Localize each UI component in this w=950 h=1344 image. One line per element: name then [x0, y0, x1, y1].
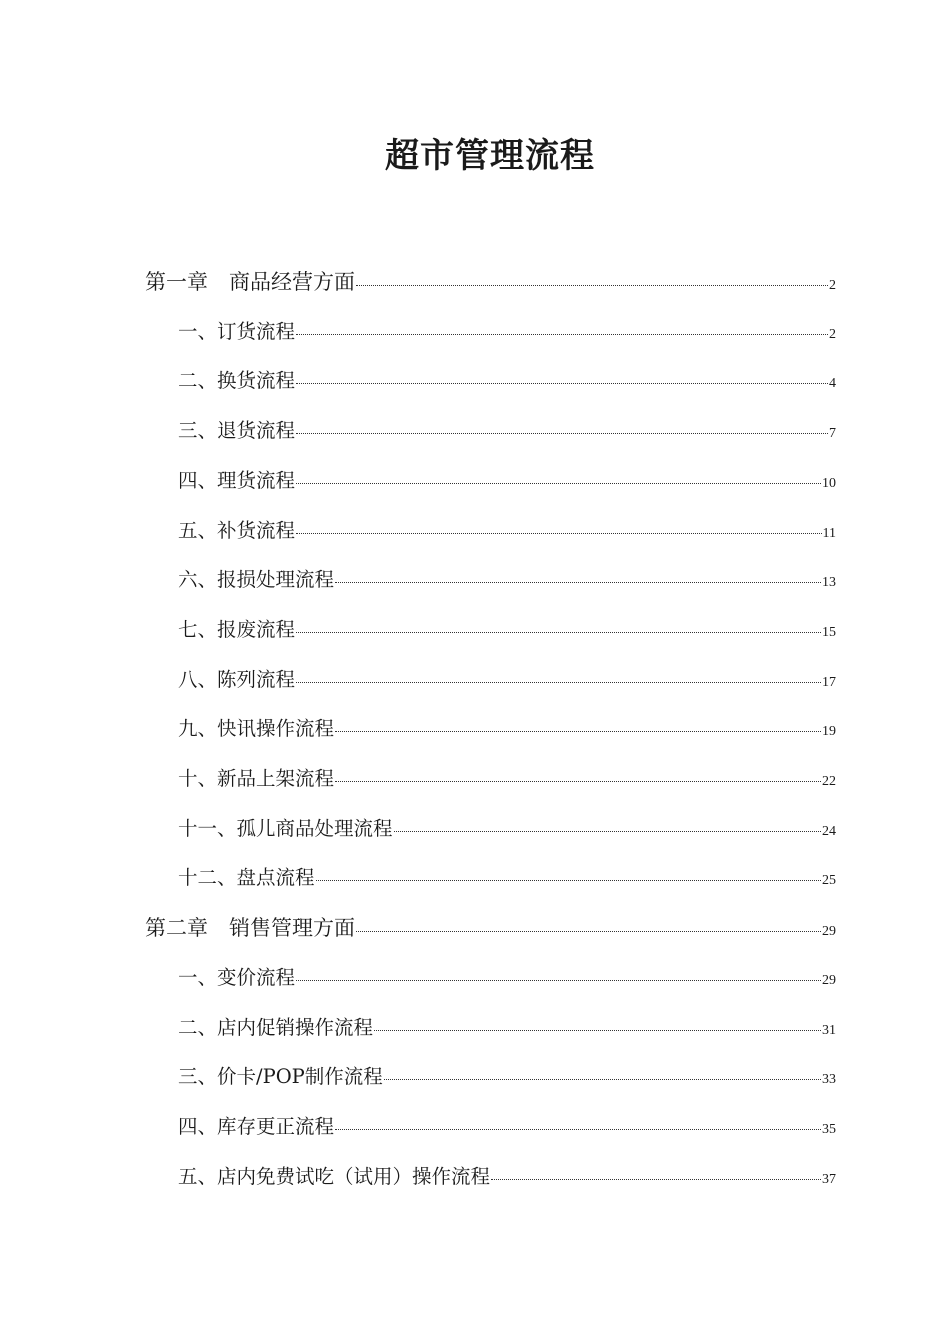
toc-dot-leader: [394, 831, 821, 832]
toc-page-number: 29: [822, 924, 836, 940]
toc-section-entry[interactable]: [178, 1111, 836, 1143]
toc-section-entry[interactable]: [178, 1061, 836, 1093]
toc-dot-leader: [316, 880, 821, 881]
toc-dot-leader: [374, 1030, 821, 1031]
toc-chapter-entry[interactable]: [145, 912, 836, 944]
toc-dot-leader: [296, 632, 821, 633]
toc-dot-leader: [335, 1129, 821, 1130]
toc-section-entry[interactable]: [178, 664, 836, 696]
toc-dot-leader: [296, 383, 828, 384]
toc-section-entry[interactable]: [178, 713, 836, 745]
toc-page-number: 22: [822, 774, 836, 789]
toc-page-number: 17: [822, 674, 836, 690]
toc-dot-leader: [335, 731, 821, 732]
toc-page-number: 33: [822, 1072, 836, 1088]
toc-page-number: 35: [822, 1121, 836, 1137]
toc-page-number: 19: [822, 724, 836, 740]
toc-dot-leader: [296, 483, 821, 484]
toc-entry-label: 一、订货流程: [178, 319, 296, 343]
toc-page-number: 2: [829, 278, 836, 293]
toc-dot-leader: [384, 1079, 821, 1080]
toc-entry-label: 十二、盘点流程: [178, 866, 315, 890]
toc-page-number: 25: [822, 873, 836, 889]
toc-entry-label: 第一章 商品经营方面: [145, 270, 355, 294]
toc-section-entry[interactable]: [178, 515, 836, 547]
toc-dot-leader: [491, 1179, 821, 1180]
toc-page-number: 11: [822, 525, 836, 541]
toc-entry-label: 三、价卡/POP制作流程: [178, 1065, 383, 1089]
toc-page-number: 15: [822, 624, 836, 640]
toc-section-entry[interactable]: [178, 465, 836, 497]
toc-entry-label: 三、退货流程: [178, 419, 296, 443]
toc-dot-leader: [356, 285, 828, 286]
toc-page-number: 4: [829, 376, 836, 392]
toc-section-entry[interactable]: [178, 614, 836, 646]
toc-page-number: 29: [822, 972, 836, 988]
toc-entry-label: 六、报损处理流程: [178, 568, 335, 592]
toc-dot-leader: [296, 980, 821, 981]
toc-entry-label: 第二章 销售管理方面: [145, 916, 355, 941]
toc-page-number: 31: [822, 1022, 836, 1038]
toc-section-entry[interactable]: [178, 316, 836, 348]
toc-page-number: 13: [822, 575, 836, 591]
toc-section-entry[interactable]: [178, 1161, 836, 1193]
toc-entry-label: 九、快讯操作流程: [178, 717, 335, 741]
toc-entry-label: 四、库存更正流程: [178, 1114, 335, 1138]
toc-dot-leader: [296, 682, 821, 683]
toc-section-entry[interactable]: [178, 763, 836, 795]
toc-entry-label: 八、陈列流程: [178, 667, 296, 691]
toc-entry-label: 二、换货流程: [178, 369, 296, 393]
document-title: 超市管理流程: [385, 136, 595, 176]
toc-chapter-entry[interactable]: [145, 266, 836, 298]
toc-section-entry[interactable]: [178, 1012, 836, 1044]
toc-dot-leader: [296, 334, 828, 335]
toc-entry-label: 十、新品上架流程: [178, 767, 335, 790]
toc-page-number: 37: [822, 1171, 836, 1187]
toc-section-entry[interactable]: [178, 862, 836, 894]
toc-dot-leader: [296, 433, 828, 434]
toc-page-number: 7: [829, 426, 836, 442]
toc-section-entry[interactable]: [178, 813, 836, 845]
toc-entry-label: 五、补货流程: [178, 518, 296, 542]
toc-section-entry[interactable]: [178, 415, 836, 447]
toc-entry-label: 一、变价流程: [178, 965, 296, 989]
toc-section-entry[interactable]: [178, 365, 836, 397]
toc-page-number: 10: [822, 475, 836, 491]
toc-dot-leader: [335, 582, 821, 583]
toc-section-entry[interactable]: [178, 962, 836, 994]
toc-entry-label: 四、理货流程: [178, 468, 296, 492]
toc-entry-label: 七、报废流程: [178, 617, 296, 641]
toc-dot-leader: [335, 781, 821, 782]
toc-entry-label: 二、店内促销操作流程: [178, 1015, 374, 1039]
toc-dot-leader: [356, 931, 821, 932]
toc-entry-label: 五、店内免费试吃（试用）操作流程: [178, 1164, 491, 1188]
toc-page-number: 24: [822, 823, 836, 839]
toc-section-entry[interactable]: [178, 564, 836, 596]
toc-entry-label: 十一、孤儿商品处理流程: [178, 816, 393, 840]
toc-page-number: 2: [829, 326, 836, 342]
toc-dot-leader: [296, 533, 822, 534]
